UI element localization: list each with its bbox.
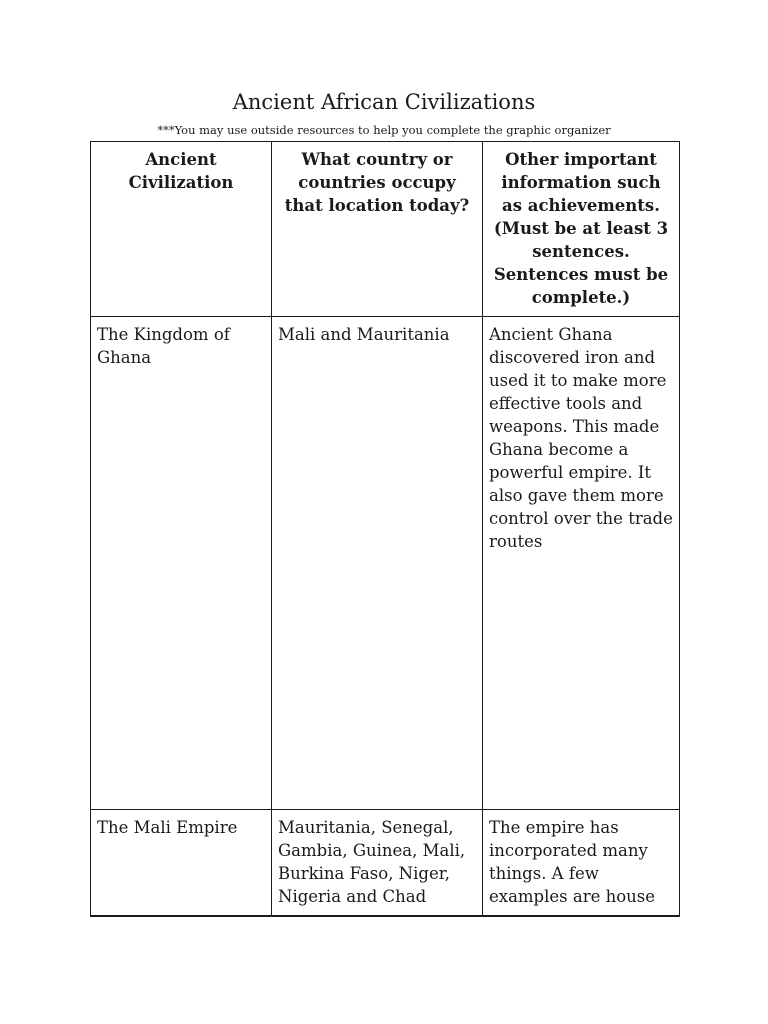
cell-countries: Mali and Mauritania [272,317,483,810]
cell-information: The empire has incorporated many things. A few examples are house [483,810,680,917]
header-other-information: Other important information such as achievements. (Must be at least 3 sentences. Sentences must be complete.) [483,142,680,317]
table-row [91,317,680,810]
header-ancient-civilization: Ancient Civilization [91,142,272,317]
cell-civilization: The Mali Empire [91,810,272,917]
page-title: Ancient African Civilizations [232,90,536,114]
instruction-note: ***You may use outside resources to help you complete the graphic organizer [157,123,611,137]
table-header-row [91,142,680,317]
cell-countries: Mauritania, Senegal, Gambia, Guinea, Mali, Burkina Faso, Niger, Nigeria and Chad [272,810,483,917]
cell-information: Ancient Ghana discovered iron and used it to make more effective tools and weapons. This made Ghana become a powerful empire. It also gave them more control over the trade routes [483,317,680,810]
table-row [91,810,680,917]
graphic-organizer-table [90,141,680,917]
cell-civilization: The Kingdom of Ghana [91,317,272,810]
header-modern-countries: What country or countries occupy that location today? [272,142,483,317]
